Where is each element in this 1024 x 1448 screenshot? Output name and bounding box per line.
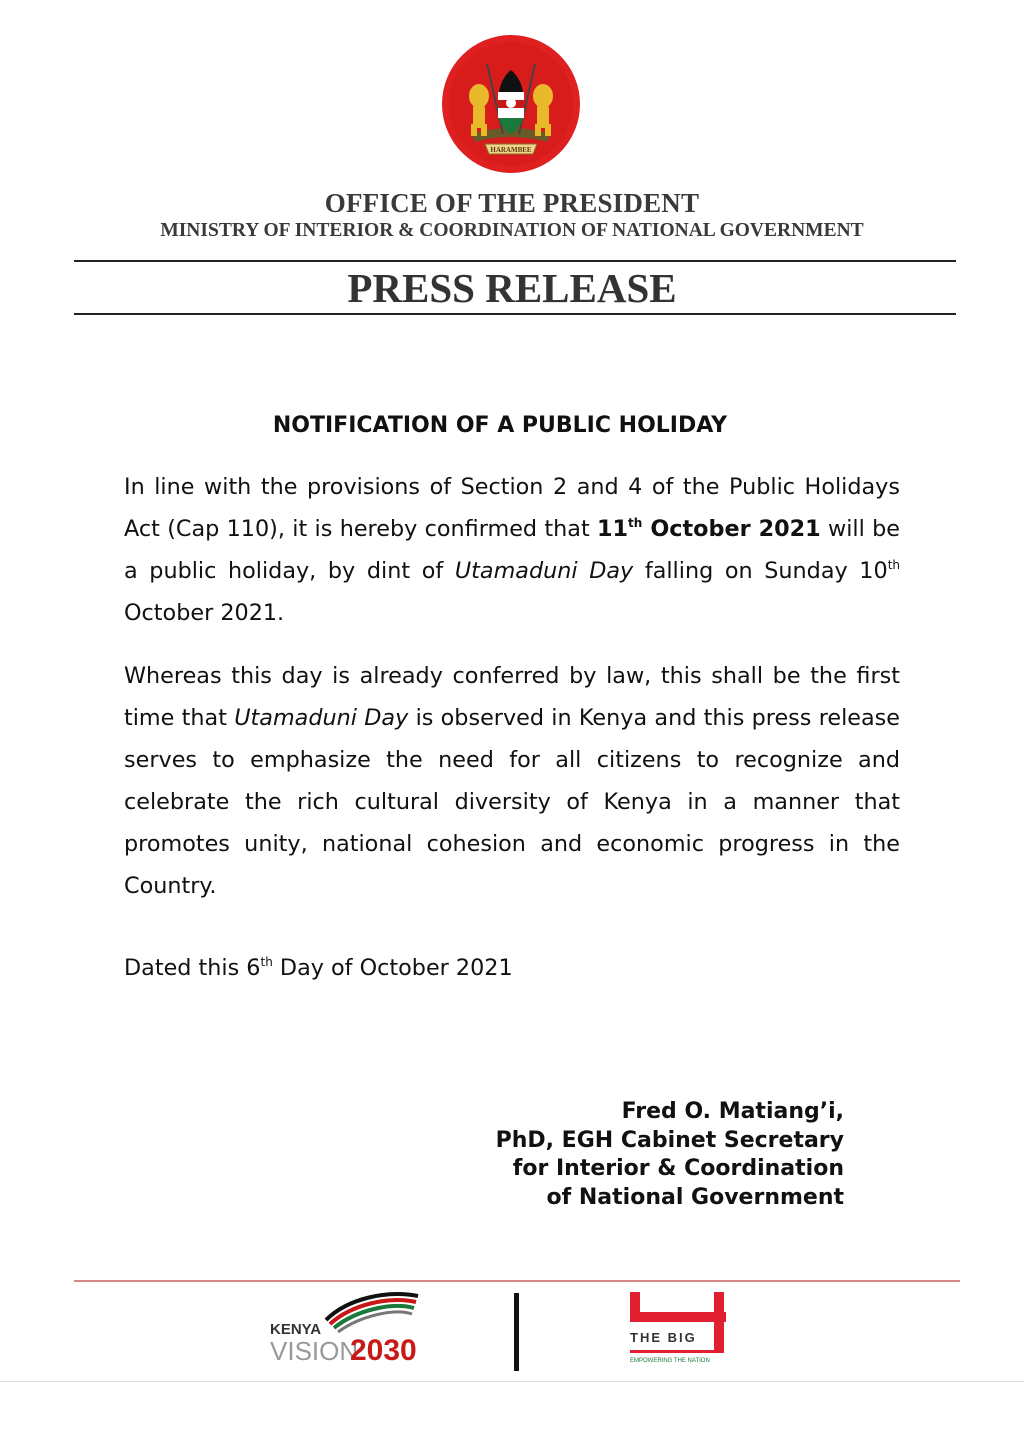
big-four-logo [626,1288,730,1368]
notification-heading: NOTIFICATION OF A PUBLIC HOLIDAY [272,413,728,438]
page-bottom-edge [0,1381,1024,1382]
ministry-title: MINISTRY OF INTERIOR & COORDINATION OF NATIONAL GOVERNMENT [160,220,864,241]
header-bottom-rule [74,313,956,315]
press-release-title: PRESS RELEASE [347,265,677,311]
paragraph-1: In line with the provisions of Section 2 and 4 of the Public Holidays Act (Cap 110), it is hereby confirmed that 11th October 2021 will be a public holiday, by dint of Utamaduni Day falling on Sunday 10th October 2021. [124,474,900,626]
vision-word-text: VISION [270,1336,359,1366]
footer-divider [514,1293,519,1371]
vision-kenya-text: KENYA [270,1321,322,1338]
big4-tagline: EMPOWERING THE NATION [630,1358,710,1364]
signatory-title-line-4: of National Government [546,1184,844,1210]
big4-text: THE BIG [630,1330,697,1345]
paragraph-2: Whereas this day is already conferred by law, this shall be the first time that Utamaduni Day is observed in Kenya and this press release serves to emphasize the need for all citizens to recognize and celebrate the rich cultural diversity of Kenya in a manner that promotes unity, national cohesion and economic progress in the Country. [124,663,901,899]
signatory-title-line-2: PhD, EGH Cabinet Secretary [495,1127,844,1153]
signatory-name: Fred O. Matiang’i, [621,1099,844,1124]
seal-motto: HARAMBEE [490,146,532,154]
coat-of-arms-seal [441,34,581,174]
footer-red-rule [74,1280,960,1282]
office-title: OFFICE OF THE PRESIDENT [324,188,700,218]
signature-block [496,1098,844,1212]
header-top-rule [74,260,956,262]
dated-line: Dated this 6th Day of October 2021 [124,955,513,981]
vision-year-text: 2030 [350,1334,417,1366]
signatory-title-line-3: for Interior & Coordination [512,1156,844,1181]
kenya-vision-2030-logo [268,1286,438,1366]
